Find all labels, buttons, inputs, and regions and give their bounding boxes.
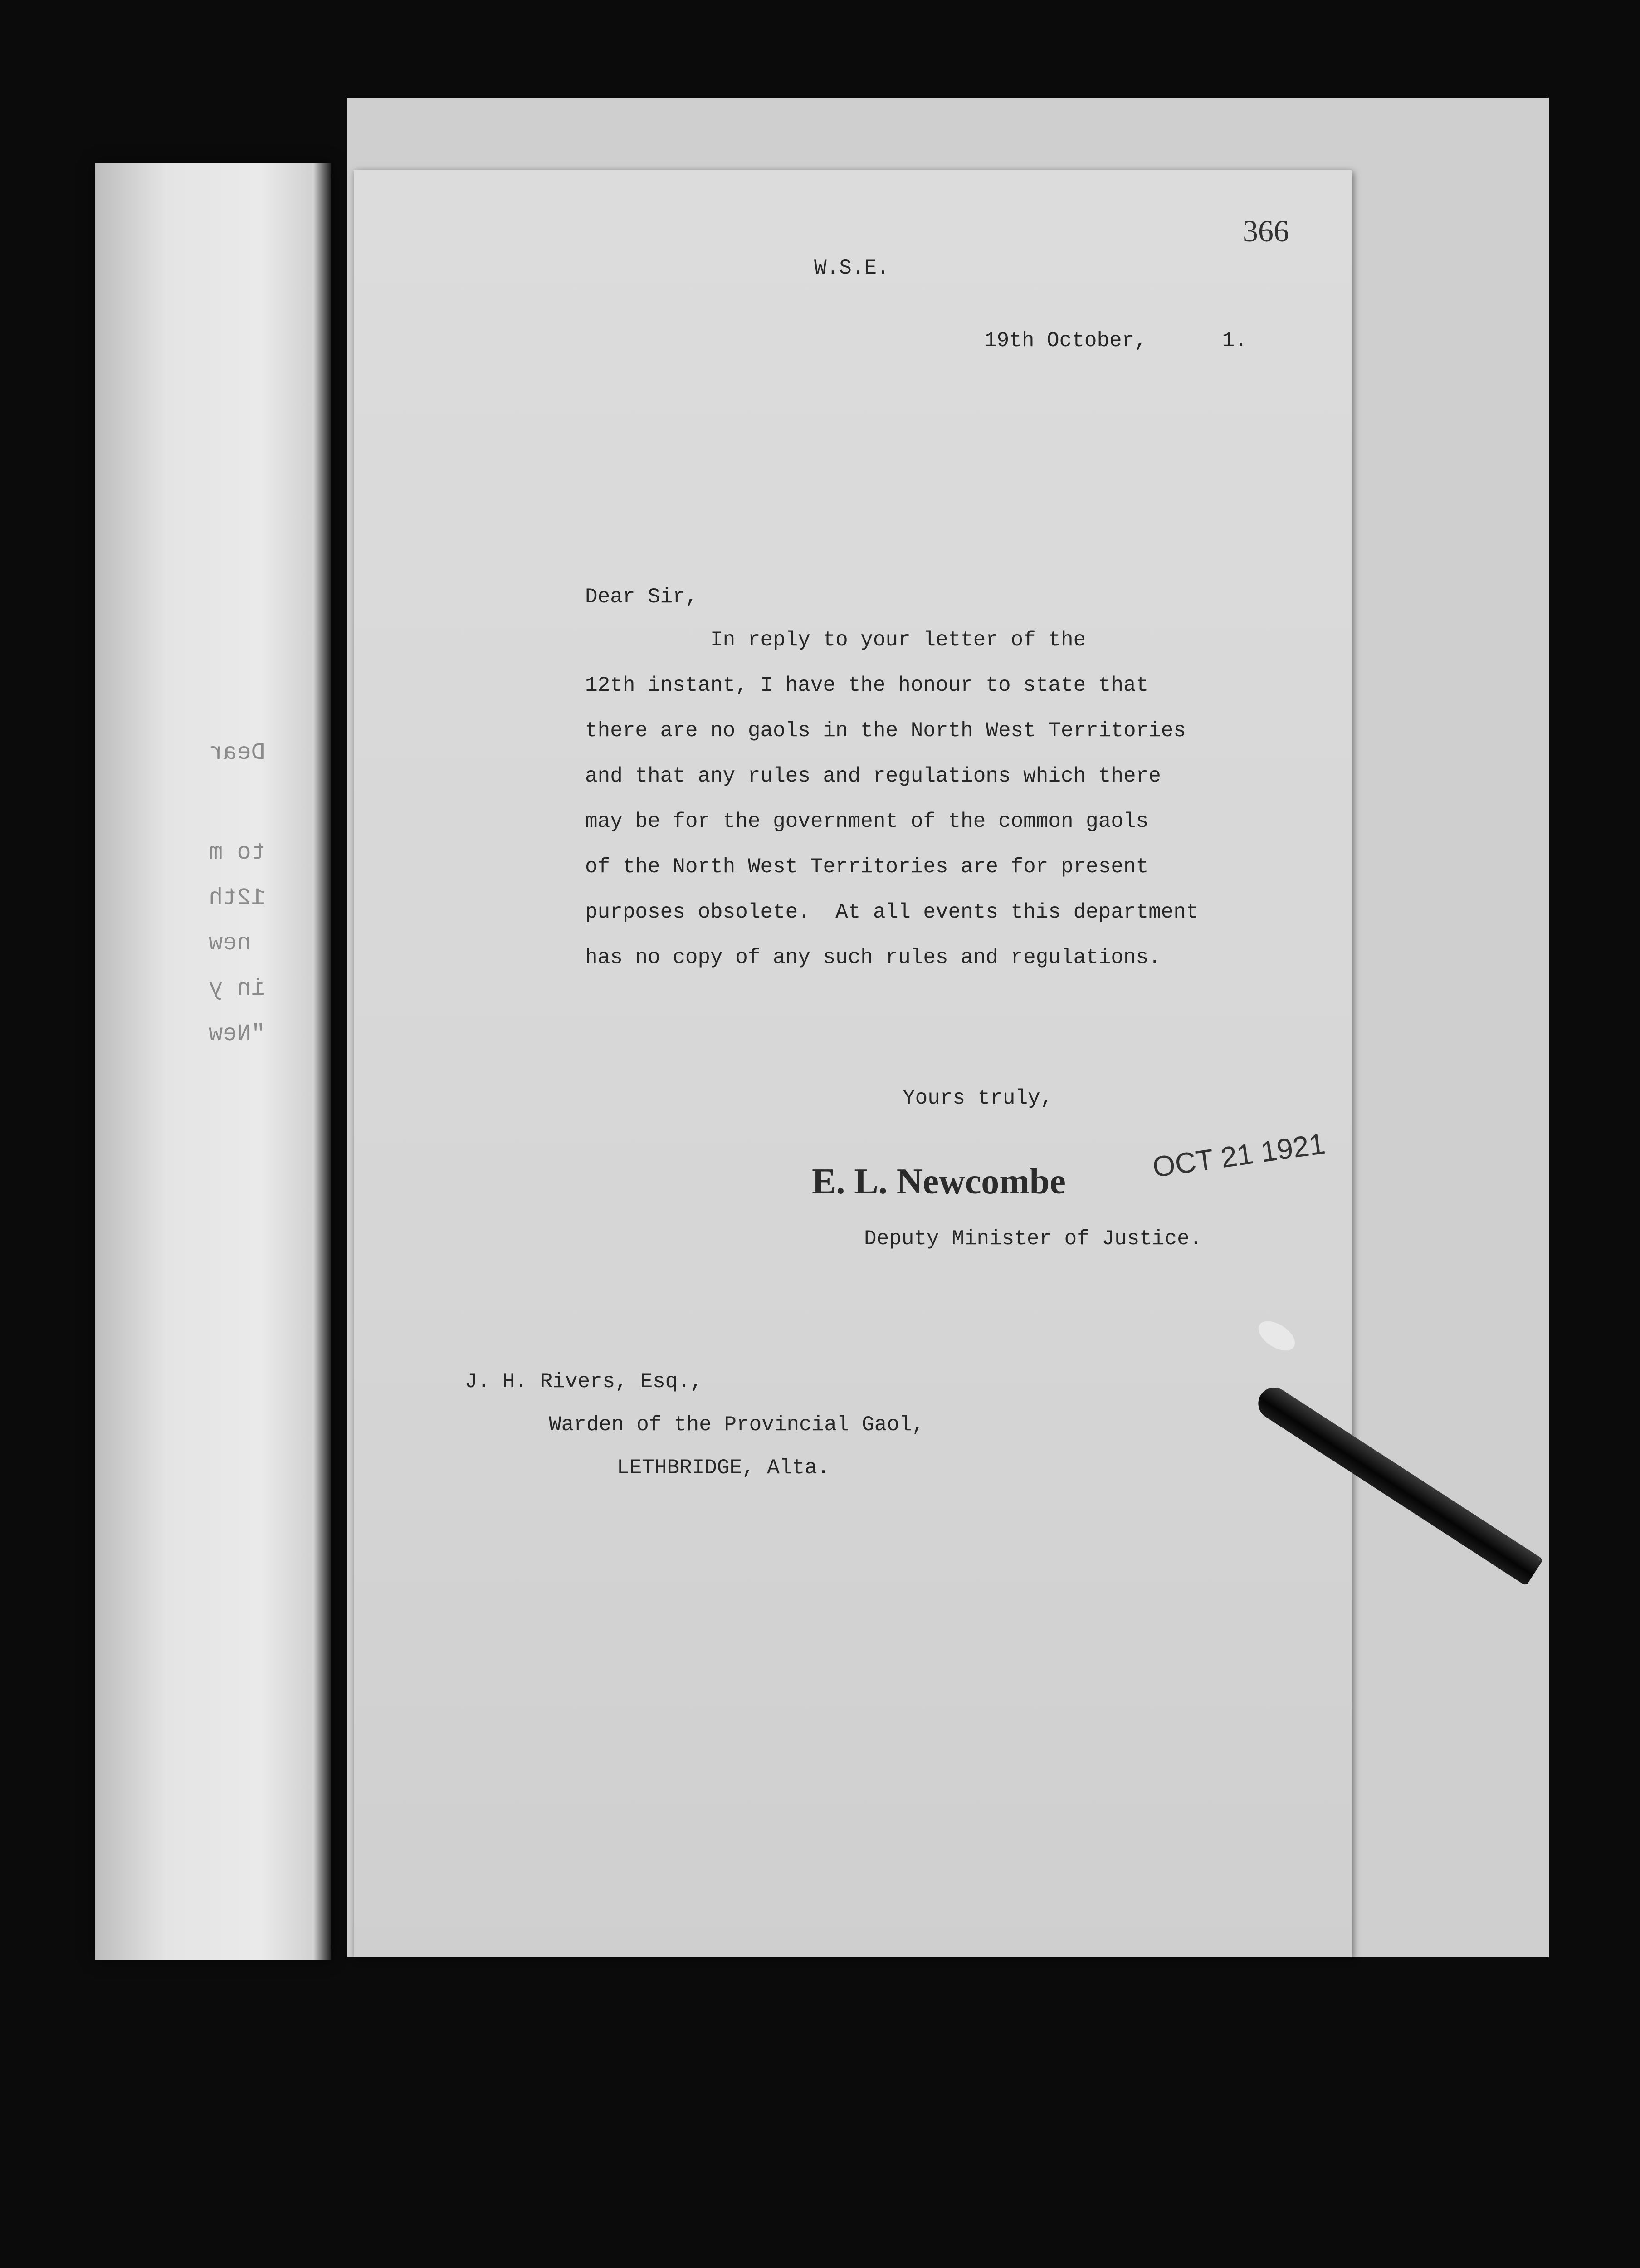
signatory-title: Deputy Minister of Justice.: [864, 1227, 1202, 1251]
mirrored-fragment: 12th: [209, 885, 265, 911]
letter-page: [354, 170, 1352, 1957]
body-line: has no copy of any such rules and regulations.: [585, 946, 1161, 969]
addressee-name: J. H. Rivers, Esq.,: [465, 1370, 703, 1393]
closing: Yours truly,: [903, 1086, 1053, 1110]
body-line: of the North West Territories are for present: [585, 855, 1149, 879]
mirrored-fragment: "New: [209, 1021, 265, 1047]
mirrored-fragment: to m: [209, 839, 265, 866]
body-line: and that any rules and regulations which there: [585, 764, 1161, 788]
signature: E. L. Newcombe: [812, 1162, 1066, 1202]
received-date-stamp: OCT 21 1921: [1150, 1127, 1328, 1184]
body-line: In reply to your letter of the: [585, 628, 1086, 652]
binding-edge: [313, 163, 331, 1960]
salutation: Dear Sir,: [585, 585, 698, 609]
body-line: there are no gaols in the North West Territories: [585, 719, 1186, 743]
reference-initials: W.S.E.: [814, 256, 889, 280]
mirrored-fragment: new: [209, 930, 251, 957]
addressee-role: Warden of the Provincial Gaol,: [549, 1413, 925, 1437]
body-line: may be for the government of the common gaols: [585, 810, 1149, 833]
mirrored-fragment: in y: [209, 975, 265, 1002]
letter-date: 19th October, 1.: [984, 329, 1247, 352]
page-number: 366: [1243, 214, 1289, 248]
addressee-city: LETHBRIDGE, Alta.: [617, 1456, 830, 1480]
previous-page: [95, 163, 331, 1960]
mirrored-fragment: Dear: [209, 739, 265, 766]
body-line: purposes obsolete. At all events this department: [585, 900, 1199, 924]
body-line: 12th instant, I have the honour to state that: [585, 674, 1149, 697]
